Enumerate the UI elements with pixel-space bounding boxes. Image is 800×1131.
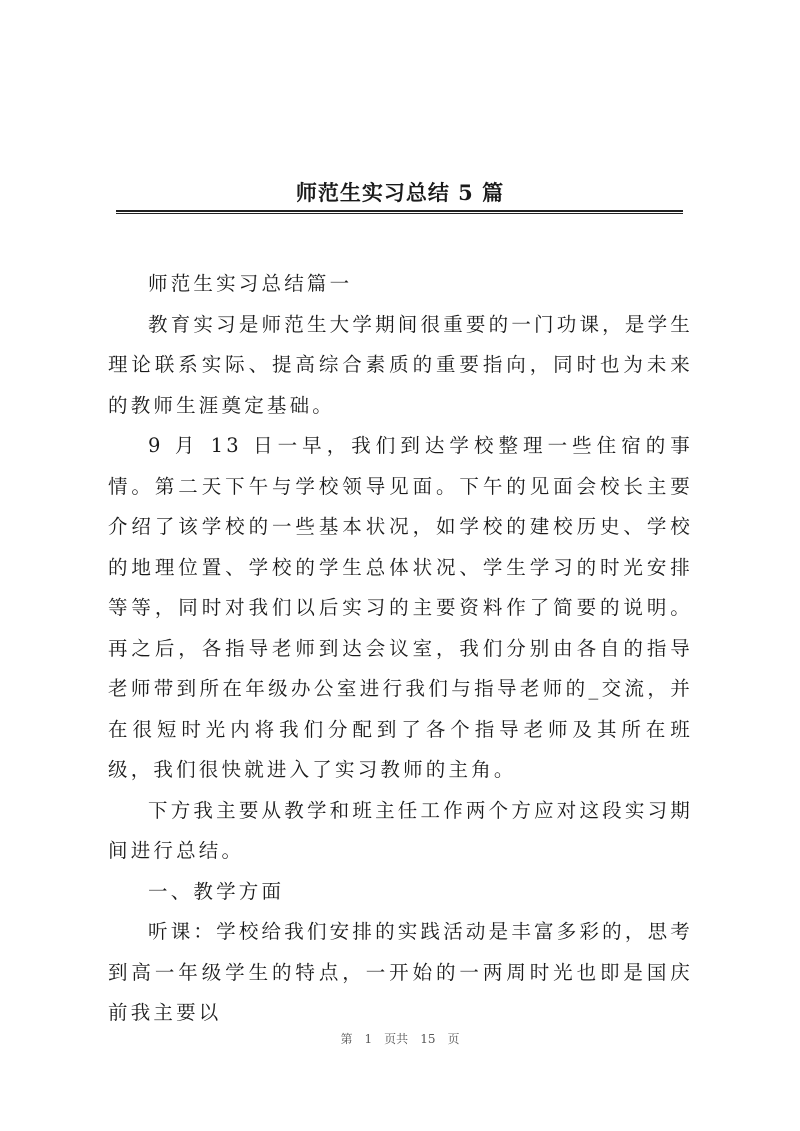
section-heading: 师范生实习总结篇一 [148, 272, 353, 295]
footer-total-pages: 15 [420, 1032, 436, 1046]
document-title: 师范生实习总结 5 篇 [295, 180, 505, 206]
paragraph: 9 月 13 日一早，我们到达学校整理一些住宿的事情。第二天下午与学校领导见面。下午的见面会校长主要介绍了该学校的一些基本状况，如学校的建校历史、学校的地理位置、学校的学生总体状况、学生学习的时光安排等等，同时对我们以后实习的主要资料作了简要的说明。再之后，各指导老师到达会议室，我们分别由各自的指导老师带到所在年级办公室进行我们与指导老师的_交流，并在很短时光内将我们分配到了各个指导老师及其所在班级，我们很快就进入了实习教师的主角。 [108, 434, 693, 781]
footer-prefix: 第 [340, 1032, 353, 1046]
page-footer [0, 1030, 800, 1047]
footer-page-number: 1 [364, 1032, 373, 1046]
footer-suffix: 页 [447, 1032, 460, 1046]
footer-middle: 页共 [384, 1032, 409, 1046]
document-body [108, 264, 693, 1034]
paragraph: 下方我主要从教学和班主任工作两个方应对这段实习期间进行总结。 [108, 798, 693, 862]
paragraph: 听课：学校给我们安排的实践活动是丰富多彩的，思考到高一年级学生的特点，一开始的一两周时光也即是国庆前我主要以 [108, 920, 693, 1024]
title-divider [116, 210, 683, 214]
subsection-heading: 一、教学方面 [148, 879, 285, 903]
paragraph: 教育实习是师范生大学期间很重要的一门功课，是学生理论联系实际、提高综合素质的重要指向，同时也为未来的教师生涯奠定基础。 [108, 312, 693, 417]
